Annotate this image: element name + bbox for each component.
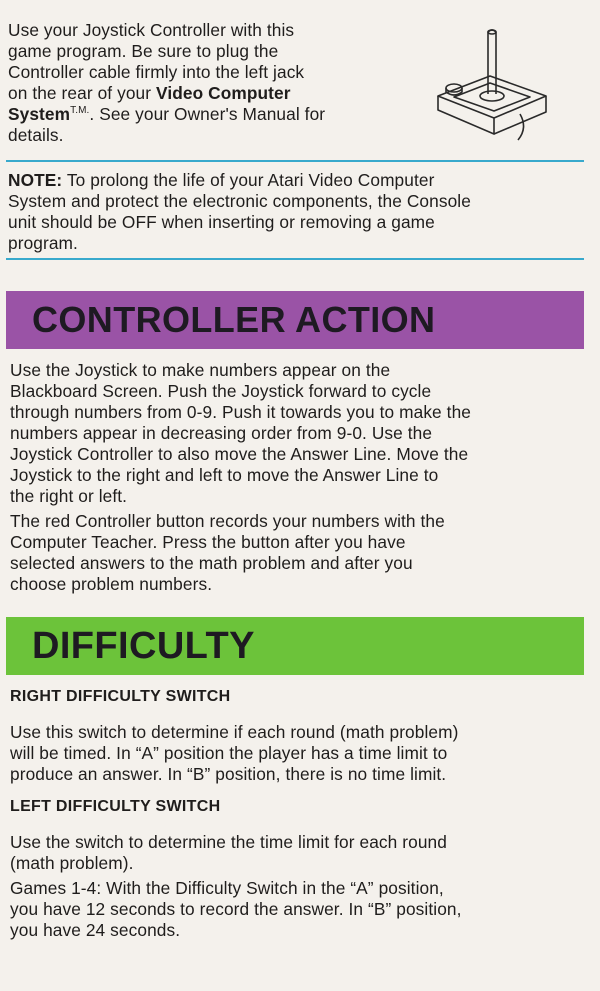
para-line: the right or left.: [10, 486, 128, 506]
para-line: produce an answer. In “B” position, there is no time limit.: [10, 764, 447, 784]
para-line: Blackboard Screen. Push the Joystick forward to cycle: [10, 381, 432, 401]
controller-action-paragraph-1: [10, 360, 590, 507]
section-title: CONTROLLER ACTION: [32, 299, 436, 340]
para-line: will be timed. In “A” position the player has a time limit to: [10, 743, 448, 763]
para-line: you have 12 seconds to record the answer. In “B” position,: [10, 899, 462, 919]
para-line: Use this switch to determine if each round (math problem): [10, 722, 459, 742]
para-line: Computer Teacher. Press the button after you have: [10, 532, 406, 552]
para-line: Joystick Controller to also move the Answer Line. Move the: [10, 444, 469, 464]
intro-line: Controller cable firmly into the left jack: [8, 62, 305, 82]
intro-line: game program. Be sure to plug the: [8, 41, 279, 61]
controller-action-paragraph-2: [10, 511, 590, 595]
joystick-icon: [432, 18, 552, 148]
para-line: Use the Joystick to make numbers appear on the: [10, 360, 391, 380]
intro-text: on the rear of your: [8, 83, 157, 103]
intro-line: details.: [8, 125, 64, 145]
trademark-mark: T.M.: [70, 105, 90, 117]
section-title: DIFFICULTY: [32, 624, 255, 667]
right-difficulty-paragraph: [10, 722, 590, 785]
right-difficulty-heading: RIGHT DIFFICULTY SWITCH: [10, 688, 231, 705]
note-line: [8, 170, 588, 191]
para-line: you have 24 seconds.: [10, 920, 181, 940]
games-paragraph: [10, 878, 590, 941]
note-line: unit should be OFF when inserting or removing a game: [8, 212, 435, 232]
intro-line: [8, 104, 428, 125]
note-line: System and protect the electronic components, the Console: [8, 191, 471, 211]
intro-bold-text: Video Computer: [156, 83, 291, 103]
divider-line: [6, 258, 584, 260]
intro-bold-text: System: [8, 104, 71, 124]
note-paragraph: [8, 170, 588, 254]
note-line: program.: [8, 233, 78, 253]
intro-line: [8, 83, 428, 104]
note-text: To prolong the life of your Atari Video Computer: [62, 170, 435, 190]
para-line: Games 1-4: With the Difficulty Switch in the “A” position,: [10, 878, 444, 898]
left-difficulty-heading: LEFT DIFFICULTY SWITCH: [10, 798, 221, 815]
left-difficulty-paragraph: [10, 832, 590, 874]
para-line: The red Controller button records your numbers with the: [10, 511, 445, 531]
para-line: Use the switch to determine the time limit for each round: [10, 832, 447, 852]
para-line: Joystick to the right and left to move the Answer Line to: [10, 465, 439, 485]
divider-line: [6, 160, 584, 162]
intro-line: Use your Joystick Controller with this: [8, 20, 295, 40]
para-line: through numbers from 0-9. Push it towards you to make the: [10, 402, 471, 422]
controller-action-banner: [6, 291, 584, 349]
note-label: NOTE:: [8, 170, 63, 190]
difficulty-banner: [6, 617, 584, 675]
para-line: selected answers to the math problem and after you: [10, 553, 413, 573]
intro-paragraph: [8, 20, 428, 146]
para-line: (math problem).: [10, 853, 134, 873]
para-line: numbers appear in decreasing order from 9-0. Use the: [10, 423, 433, 443]
para-line: choose problem numbers.: [10, 574, 213, 594]
intro-text: . See your Owner's Manual for: [89, 104, 326, 124]
